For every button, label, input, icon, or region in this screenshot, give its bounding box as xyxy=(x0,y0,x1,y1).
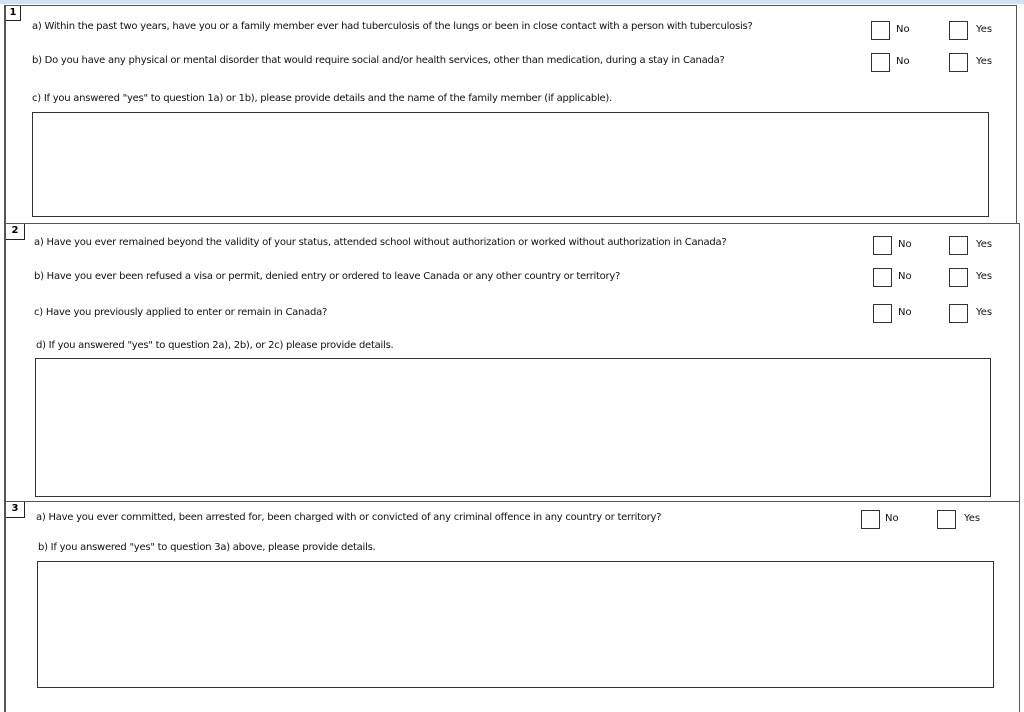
label-1b-no: No xyxy=(896,56,910,67)
section-1-number: 1 xyxy=(6,6,21,21)
checkbox-1a-yes[interactable] xyxy=(949,21,968,40)
label-1b-yes: Yes xyxy=(976,56,993,67)
checkbox-2c-no[interactable] xyxy=(873,304,892,323)
section-2-number: 2 xyxy=(6,224,25,240)
checkbox-2a-no[interactable] xyxy=(873,236,892,255)
checkbox-1a-no[interactable] xyxy=(871,21,890,40)
checkbox-2b-yes[interactable] xyxy=(949,268,968,287)
question-2d: d) If you answered "yes" to question 2a), 2b), or 2c) please provide details. xyxy=(36,340,394,351)
question-2c: c) Have you previously applied to enter or remain in Canada? xyxy=(34,307,328,318)
question-1a: a) Within the past two years, have you or a family member ever had tuberculosis of the lungs or been in close contact with a person with tuberculosis? xyxy=(32,21,753,32)
details-textbox-2[interactable] xyxy=(35,358,991,497)
checkbox-1b-no[interactable] xyxy=(871,53,890,72)
checkbox-3a-yes[interactable] xyxy=(937,510,956,529)
label-3a-yes: Yes xyxy=(964,513,981,524)
label-1a-no: No xyxy=(896,24,910,35)
checkbox-1b-yes[interactable] xyxy=(949,53,968,72)
section-3-number: 3 xyxy=(6,502,25,518)
label-2c-yes: Yes xyxy=(976,307,993,318)
label-3a-no: No xyxy=(885,513,899,524)
label-2b-yes: Yes xyxy=(976,271,993,282)
details-textbox-1[interactable] xyxy=(32,112,989,217)
checkbox-3a-no[interactable] xyxy=(861,510,880,529)
question-1c: c) If you answered "yes" to question 1a) or 1b), please provide details and the name of the family member (if applicable). xyxy=(32,93,612,104)
label-1a-yes: Yes xyxy=(976,24,993,35)
checkbox-2a-yes[interactable] xyxy=(949,236,968,255)
checkbox-2c-yes[interactable] xyxy=(949,304,968,323)
window-top-bar xyxy=(0,0,1024,4)
checkbox-2b-no[interactable] xyxy=(873,268,892,287)
question-2b: b) Have you ever been refused a visa or permit, denied entry or ordered to leave Canada or any other country or territory? xyxy=(34,271,621,282)
label-2c-no: No xyxy=(898,307,912,318)
question-2a: a) Have you ever remained beyond the validity of your status, attended school without authorization or worked without authorization in Canada? xyxy=(34,237,727,248)
question-3b: b) If you answered "yes" to question 3a) above, please provide details. xyxy=(38,542,376,553)
label-2b-no: No xyxy=(898,271,912,282)
question-1b: b) Do you have any physical or mental disorder that would require social and/or health services, other than medication, during a stay in Canada? xyxy=(32,55,725,66)
question-3a: a) Have you ever committed, been arrested for, been charged with or convicted of any criminal offence in any country or territory? xyxy=(36,512,662,523)
details-textbox-3[interactable] xyxy=(37,561,994,688)
label-2a-no: No xyxy=(898,239,912,250)
label-2a-yes: Yes xyxy=(976,239,993,250)
